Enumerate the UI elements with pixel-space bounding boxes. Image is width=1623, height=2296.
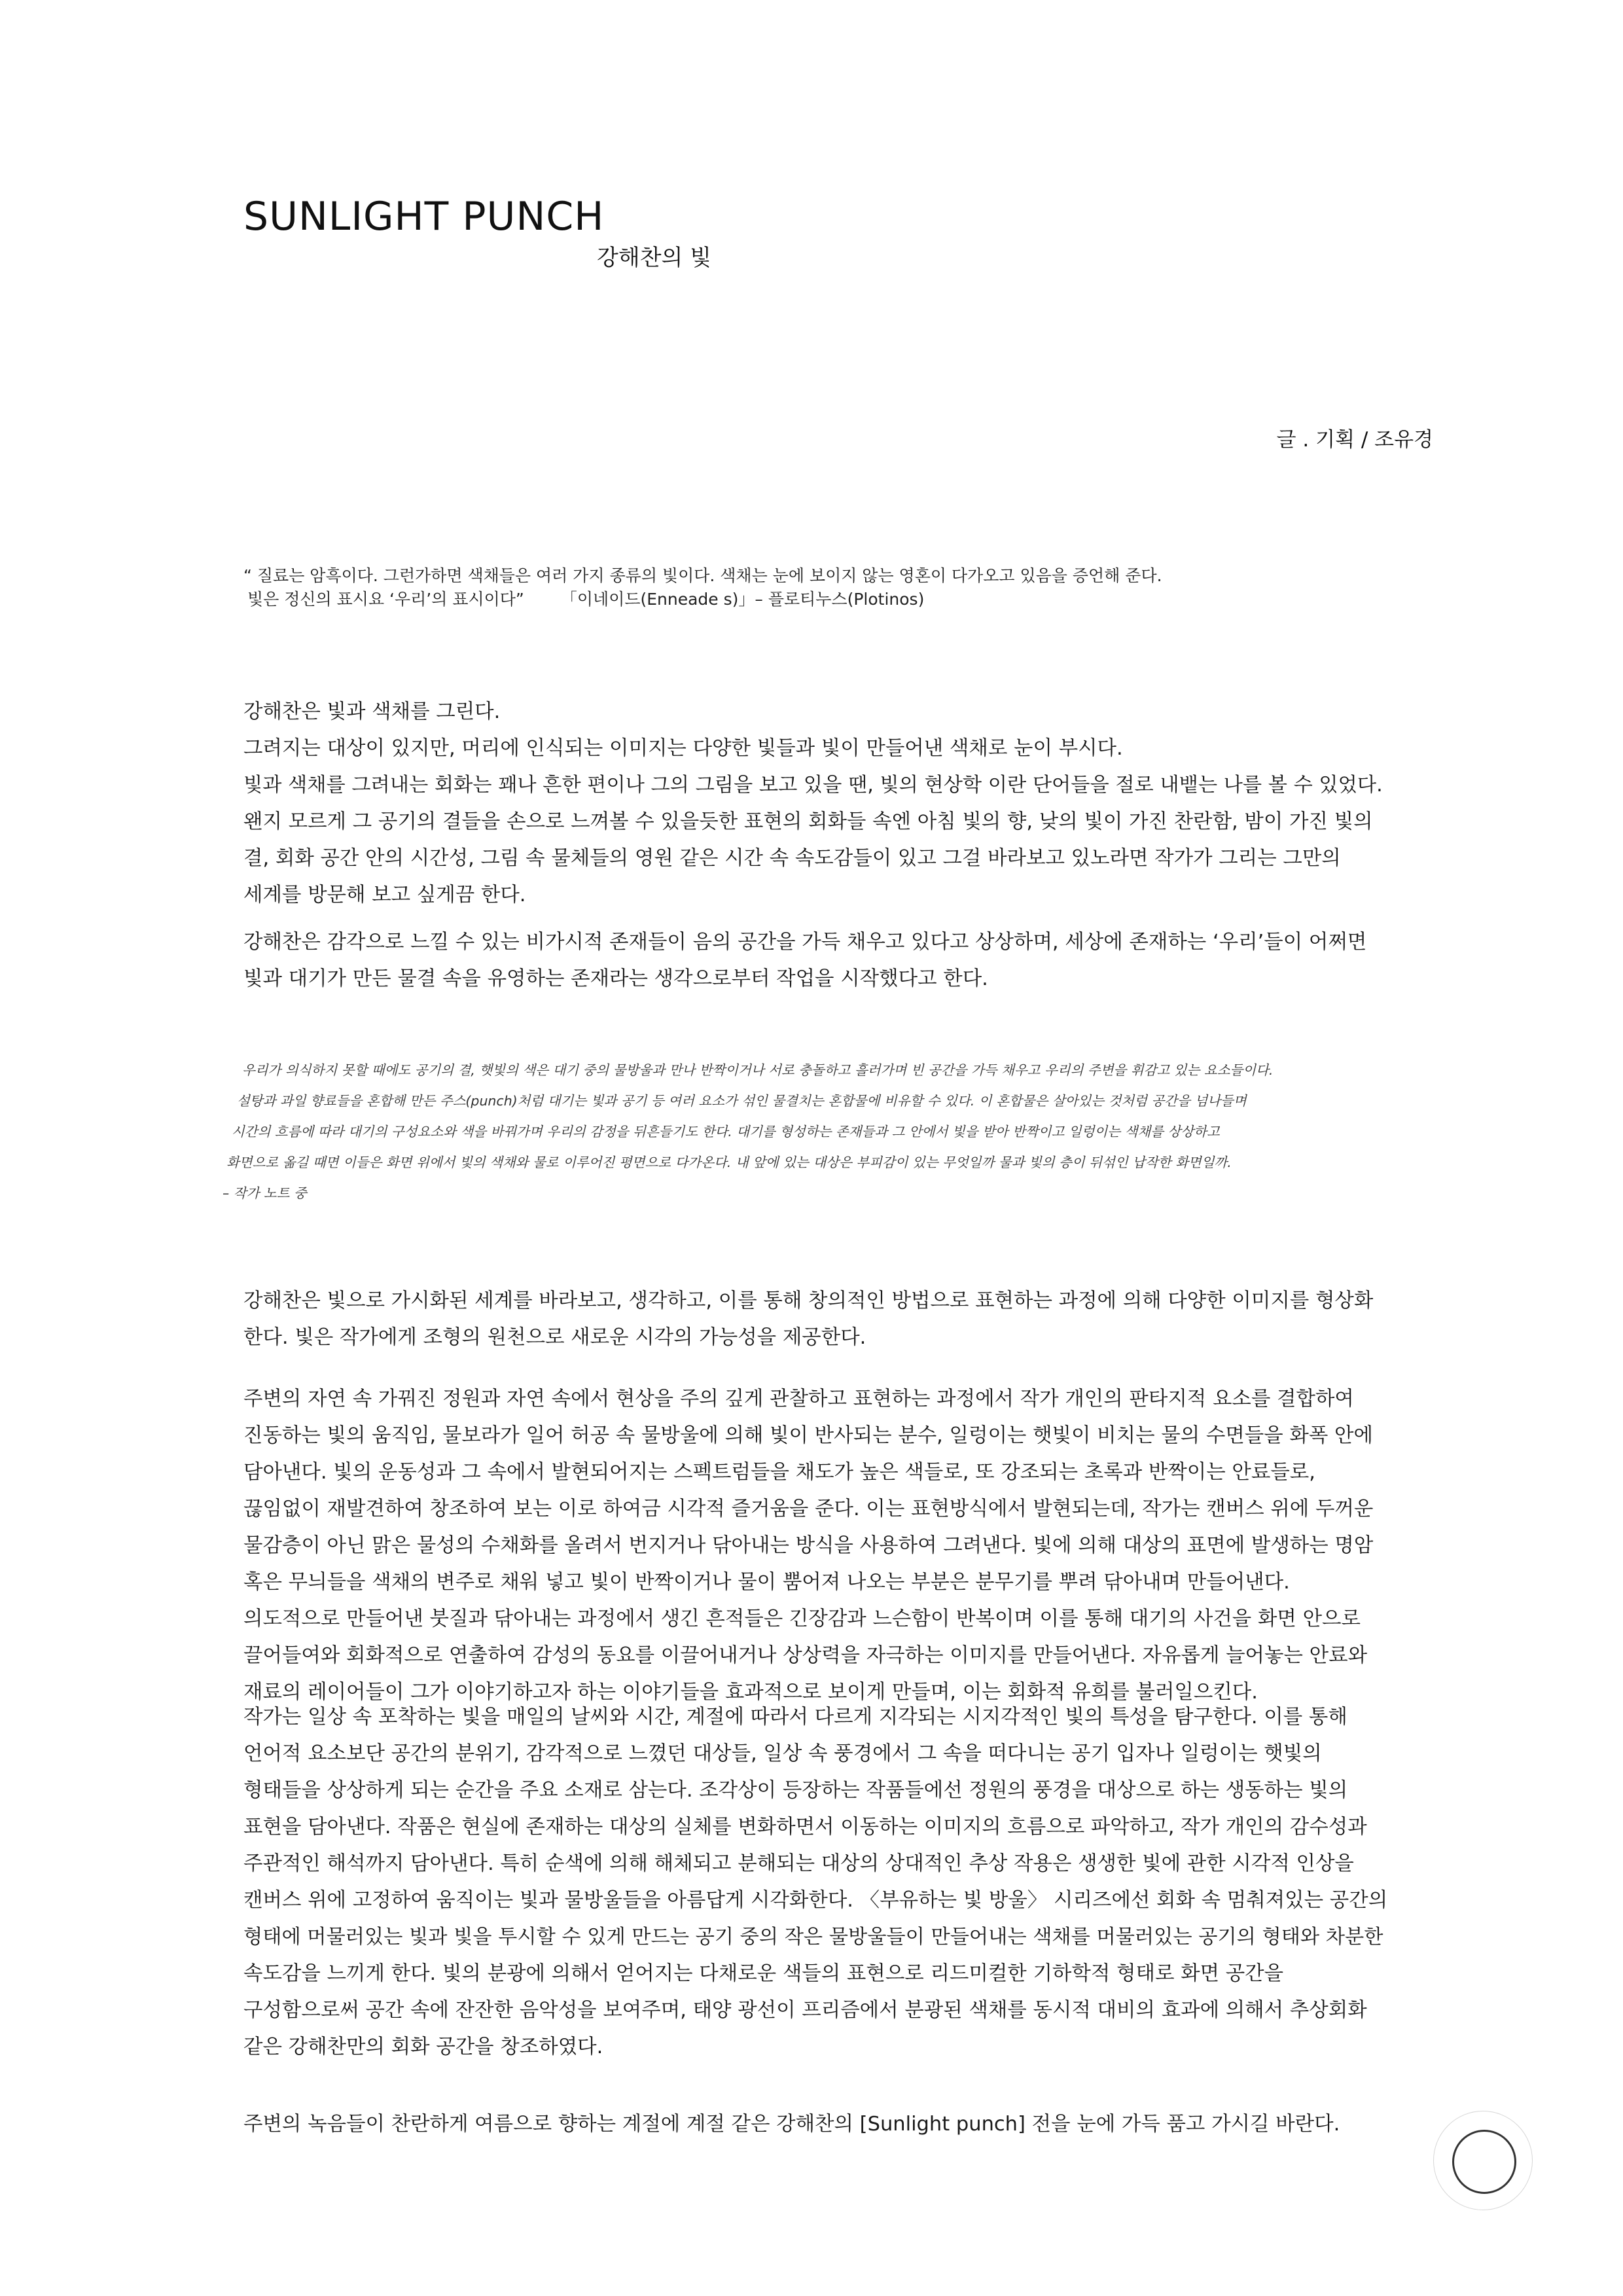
paragraph-6 (243, 2106, 1389, 2143)
paragraph-3 (243, 1283, 1389, 1356)
circle-seal-icon (1433, 2111, 1533, 2210)
paragraph-line: 구성함으로써 공간 속에 잔잔한 음악성을 보여주며, 태양 광선이 프리즘에서 분광된 색채를 동시적 대비의 효과에 의해서 추상회화 (243, 1999, 1367, 2022)
author-credit: 글 . 기획 / 조유경 (1276, 428, 1433, 452)
paragraph-line: 진동하는 빛의 움직임, 물보라가 일어 허공 속 물방울에 의해 빛이 반사되는 분수, 일렁이는 햇빛이 비치는 물의 수면들을 화폭 안에 (243, 1424, 1373, 1447)
quote-line-2 (243, 588, 1162, 611)
paragraph-1 (243, 694, 1389, 914)
quote-source: 「이네이드(Enneade s)」– 플로티누스(Plotinos) (560, 590, 925, 609)
paragraph-line: 같은 강해찬만의 회화 공간을 창조하였다. (243, 2036, 603, 2058)
paragraph-line: 캔버스 위에 고정하여 움직이는 빛과 물방울들을 아름답게 시각화한다. 〈부유하는 빛 방울〉 시리즈에선 회화 속 멈춰져있는 공간의 (243, 1889, 1388, 1912)
paragraph-line: 주변의 녹음들이 찬란하게 여름으로 향하는 계절에 계절 같은 강해찬의 [Sunlight punch] 전을 눈에 가득 품고 가시길 바란다. (243, 2113, 1340, 2136)
paragraph-2 (243, 924, 1389, 997)
quote-text: 빛은 정신의 표시요 ‘우리’의 표시이다” (247, 590, 524, 609)
paragraph-line: 세계를 방문해 보고 싶게끔 한다. (243, 884, 526, 906)
paragraph-line: 끊임없이 재발견하여 창조하여 보는 이로 하여금 시각적 즐거움을 준다. 이는 표현방식에서 발현되는데, 작가는 캔버스 위에 두꺼운 (243, 1498, 1374, 1520)
paragraph-line: 빛과 색채를 그려내는 회화는 꽤나 흔한 편이나 그의 그림을 보고 있을 땐, 빛의 현상학 이란 단어들을 절로 내뱉는 나를 볼 수 있었다. (243, 774, 1383, 797)
paragraph-line: 결, 회화 공간 안의 시간성, 그림 속 물체들의 영원 같은 시간 속 속도감들이 있고 그걸 바라보고 있노라면 작가가 그리는 그만의 (243, 847, 1341, 870)
paragraph-line: 담아낸다. 빛의 운동성과 그 속에서 발현되어지는 스펙트럼들을 채도가 높은 색들로, 또 강조되는 초록과 반짝이는 안료들로, (243, 1461, 1315, 1484)
page-subtitle: 강해찬의 빛 (597, 245, 712, 271)
page-title: SUNLIGHT PUNCH (243, 194, 605, 240)
paragraph-line: 형태에 머물러있는 빛과 빛을 투시할 수 있게 만드는 공기 중의 작은 물방울들이 만들어내는 색채를 머물러있는 공기의 형태와 차분한 (243, 1926, 1383, 1948)
paragraph-line: 끌어들여와 회화적으로 연출하여 감성의 동요를 이끌어내거나 상상력을 자극하는 이미지를 만들어낸다. 자유롭게 늘어놓는 안료와 (243, 1644, 1368, 1667)
artist-note (223, 1055, 1273, 1209)
paragraph-line: 주관적인 해석까지 담아낸다. 특히 순색에 의해 해체되고 분해되는 대상의 상대적인 추상 작용은 생생한 빛에 관한 시각적 인상을 (243, 1852, 1354, 1875)
paragraph-4 (243, 1381, 1389, 1711)
artist-note-line: 시간의 흐름에 따라 대기의 구성요소와 색을 바꿔가며 우리의 감정을 뒤흔들기도 한다. 대기를 형성하는 존재들과 그 안에서 빛을 받아 반짝이고 일렁이는 색채를 상상하고 (232, 1124, 1220, 1139)
paragraph-line: 주변의 자연 속 가꿔진 정원과 자연 속에서 현상을 주의 깊게 관찰하고 표현하는 과정에서 작가 개인의 판타지적 요소를 결합하여 (243, 1388, 1354, 1410)
paragraph-line: 강해찬은 빛과 색채를 그린다. (243, 700, 501, 723)
paragraph-line: 언어적 요소보단 공간의 분위기, 감각적으로 느꼈던 대상들, 일상 속 풍경에서 그 속을 떠다니는 공기 입자나 일렁이는 햇빛의 (243, 1742, 1322, 1765)
paragraph-line: 작가는 일상 속 포착하는 빛을 매일의 날씨와 시간, 계절에 따라서 다르게 지각되는 시지각적인 빛의 특성을 탐구한다. 이를 통해 (243, 1706, 1347, 1729)
paragraph-line: 재료의 레이어들이 그가 이야기하고자 하는 이야기들을 효과적으로 보이게 만들며, 이는 회화적 유희를 불러일으킨다. (243, 1681, 1258, 1704)
paragraph-line: 혹은 무늬들을 색채의 변주로 채워 넣고 빛이 반짝이거나 물이 뿜어져 나오는 부분은 분무기를 뿌려 닦아내며 만들어낸다. (243, 1571, 1290, 1594)
paragraph-line: 표현을 담아낸다. 작품은 현실에 존재하는 대상의 실체를 변화하면서 이동하는 이미지의 흐름으로 파악하고, 작가 개인의 감수성과 (243, 1816, 1367, 1839)
inner-circle-icon (1452, 2130, 1516, 2194)
paragraph-line: 한다. 빛은 작가에게 조형의 원천으로 새로운 시각의 가능성을 제공한다. (243, 1326, 866, 1349)
paragraph-line: 형태들을 상상하게 되는 순간을 주요 소재로 삼는다. 조각상이 등장하는 작품들에선 정원의 풍경을 대상으로 하는 생동하는 빛의 (243, 1779, 1348, 1802)
paragraph-line: 강해찬은 감각으로 느낄 수 있는 비가시적 존재들이 음의 공간을 가득 채우고 있다고 상상하며, 세상에 존재하는 ‘우리’들이 어쩌면 (243, 931, 1367, 954)
artist-note-attribution: – 작가 노트 중 (223, 1185, 307, 1201)
quote-line-1: “ 질료는 암흑이다. 그런가하면 색채들은 여러 가지 종류의 빛이다. 색채는 눈에 보이지 않는 영혼이 다가오고 있음을 증언해 준다. (243, 566, 1162, 585)
paragraph-line: 그려지는 대상이 있지만, 머리에 인식되는 이미지는 다양한 빛들과 빛이 만들어낸 색채로 눈이 부시다. (243, 737, 1123, 760)
paragraph-line: 물감층이 아닌 맑은 물성의 수채화를 올려서 번지거나 닦아내는 방식을 사용하여 그려낸다. 빛에 의해 대상의 표면에 발생하는 명암 (243, 1534, 1374, 1557)
paragraph-5 (243, 1699, 1389, 2066)
epigraph-quote (243, 564, 1162, 611)
paragraph-line: 빛과 대기가 만든 물결 속을 유영하는 존재라는 생각으로부터 작업을 시작했다고 한다. (243, 967, 988, 990)
paragraph-line: 강해찬은 빛으로 가시화된 세계를 바라보고, 생각하고, 이를 통해 창의적인 방법으로 표현하는 과정에 의해 다양한 이미지를 형상화 (243, 1289, 1374, 1312)
paragraph-line: 속도감을 느끼게 한다. 빛의 분광에 의해서 얻어지는 다채로운 색들의 표현으로 리드미컬한 기하학적 형태로 화면 공간을 (243, 1962, 1284, 1985)
artist-note-line: 설탕과 과일 향료들을 혼합해 만든 주스(punch)처럼 대기는 빛과 공기 등 여러 요소가 섞인 물결치는 혼합물에 비유할 수 있다. 이 혼합물은 살아있는 것처럼 공간을 넘나들며 (237, 1093, 1247, 1109)
paragraph-line: 의도적으로 만들어낸 붓질과 닦아내는 과정에서 생긴 흔적들은 긴장감과 느슨함이 반복이며 이를 통해 대기의 사건을 화면 안으로 (243, 1607, 1361, 1630)
paragraph-line: 왠지 모르게 그 공기의 결들을 손으로 느껴볼 수 있을듯한 표현의 회화들 속엔 아침 빛의 향, 낮의 빛이 가진 찬란함, 밤이 가진 빛의 (243, 810, 1373, 833)
artist-note-line: 우리가 의식하지 못할 때에도 공기의 결, 햇빛의 색은 대기 중의 물방울과 만나 반짝이거나 서로 충돌하고 흘러가며 빈 공간을 가득 채우고 우리의 주변을 휘감고 있는 요소들이다. (242, 1062, 1274, 1078)
artist-note-line: 화면으로 옮길 때면 이들은 화면 위에서 빛의 색채와 물로 이루어진 평면으로 다가온다. 내 앞에 있는 대상은 부피감이 있는 무엇일까 물과 빛의 층이 뒤섞인 납작한 화면일까. (226, 1155, 1232, 1170)
